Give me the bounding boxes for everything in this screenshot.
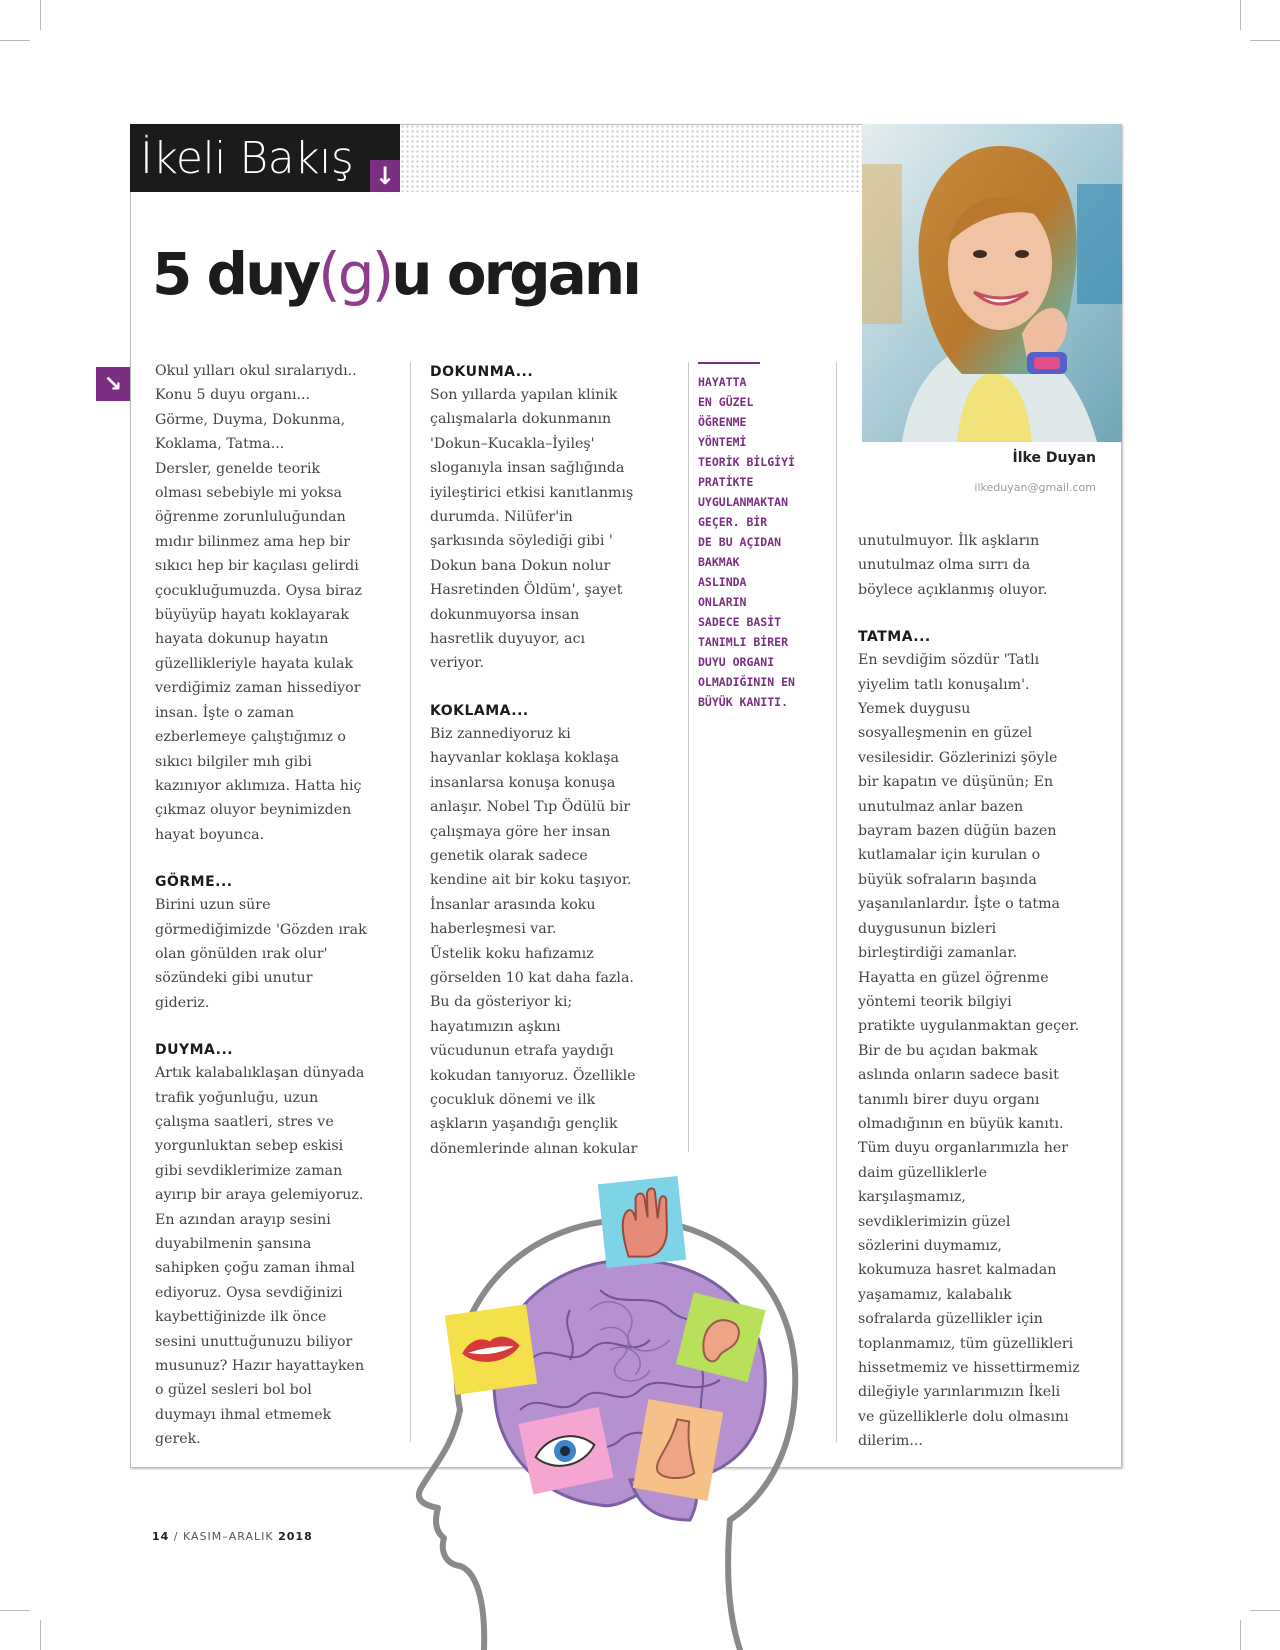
column-divider	[688, 362, 689, 1152]
title-highlight: (g)	[318, 240, 392, 308]
page-number: 14	[152, 1530, 170, 1543]
dot-pattern	[400, 124, 862, 192]
page-title	[152, 240, 639, 308]
heading-duyma: DUYMA...	[155, 1042, 234, 1059]
heading-koklama: KOKLAMA...	[430, 702, 529, 719]
crop-mark	[40, 1620, 41, 1650]
quote-accent-bar	[698, 362, 760, 364]
crop-mark	[1240, 1620, 1241, 1650]
crop-mark	[0, 40, 30, 41]
arrow-down-right-icon: ↘	[96, 367, 130, 401]
crop-mark	[0, 1610, 30, 1611]
koklama-continued: unutulmuyor. İlk aşkların unutulmaz olma sırrı da böylece açıklanmış oluyor.	[858, 533, 1048, 598]
tatma-text: En sevdiğim sözdür 'Tatlı yiyelim tatlı konuşalım'. Yemek duygusu sosyalleşmenin en güzel vesilesidir. Gözlerinizi şöyle bir kapatın ve düşünün; En unutulmaz anlar bazen bayram bazen düğün bazen kutlamalar için kurulan o büyük sofraların başında yaşanılanlardır. İşte o tatma duygusunun bizleri birleştirdiği zamanlar. Hayatta en güzel öğrenme yöntemi teorik bilgiyi pratikte uygulanmaktan geçer. Bir de bu açıdan bakmak aslında onların sadece basit tanımlı birer duyu organı olmadığının en büyük kanıtı. Tüm duyu organlarımızla her daim güzelliklerle karşılaşmamız, sevdiklerimizin güzel sözlerini duymamız, kokumuza hasret kalmadan yaşamamız, kalabalık sofralarda güzellikler için toplanmamız, tüm güzellikleri hissetmemiz ve hissettirmemiz dileğiyle yarınlarımızın İkeli ve güzelliklerle dolu olmasını dilerim...	[858, 652, 1080, 1450]
dokunma-text: Son yıllarda yapılan klinik çalışmalarla dokunmanın 'Dokun–Kucakla–İyileş' sloganıyla insan sağlığında iyileştirici etkisi kanıtlanmış durumda. Nilüfer'in şarkısında söylediği gibi ' Dokun bana Dokun nolur Hasretinden Öldüm', şayet dokunmuyorsa insan hasretlik duyuyor, acı veriyor.	[430, 387, 634, 672]
author-name: İlke Duyan	[1012, 450, 1096, 466]
intro-text: Okul yılları okul sıralarıydı.. Konu 5 duyu organı... Görme, Duyma, Dokunma, Koklama, Tatma... Dersler, genelde teorik olması sebebiyle mi yoksa öğrenme zorunluluğundan mıdır bilinmez ama hep bir sıkıcı hep bir kaçılası gelirdi çocukluğumuzda. Oysa biraz büyüyüp hayatı koklayarak hayata dokunup hayatın güzellikleriyle hayata kulak verdiğimiz zaman hissediyor insan. İşte o zaman ezberlemeye çalıştığımız o sıkıcı bilgiler mıh gibi kazınıyor aklımıza. Hatta hiç çıkmaz oluyor beynimizden hayat boyunca.	[155, 363, 362, 843]
heading-tatma: TATMA...	[858, 629, 931, 646]
crop-mark	[1250, 40, 1280, 41]
author-email: ilkeduyan@gmail.com	[974, 481, 1096, 494]
title-part2: u organı	[391, 240, 640, 308]
page-footer: 14 / KASIM–ARALIK 2018	[152, 1530, 313, 1543]
section-label	[130, 124, 400, 192]
column-divider	[836, 362, 837, 1442]
crop-mark	[1250, 1610, 1280, 1611]
article-column-1	[155, 359, 405, 1452]
title-part1: 5 duy	[152, 240, 319, 308]
crop-mark	[1240, 0, 1241, 30]
article-column-2	[430, 361, 680, 1161]
heading-gorme: GÖRME...	[155, 874, 233, 891]
issue-month: KASIM–ARALIK	[183, 1530, 274, 1543]
brain-illustration	[400, 1160, 820, 1650]
author-portrait	[862, 124, 1122, 442]
koklama-text: Biz zannediyoruz ki hayvanlar koklaşa koklaşa insanlarsa konuşa konuşa anlaşır. Nobel Tıp Ödülü bir çalışmaya göre her insan genetik olarak sadece kendine ait bir koku taşıyor. İnsanlar arasında koku haberleşmesi var. Üstelik koku hafızamız görselden 10 kat daha fazla. Bu da gösteriyor ki; hayatımızın aşkını vücudunun etrafa yaydığı kokudan tanıyoruz. Özellikle çocukluk dönemi ve ilk aşkların yaşandığı gençlik dönemlerinde alınan kokular	[430, 725, 638, 1157]
gorme-text: Birini uzun süre görmediğimizde 'Gözden ırak olan gönülden ırak olur' sözündeki gibi unutur gideriz.	[155, 897, 367, 1011]
heading-dokunma: DOKUNMA...	[430, 364, 534, 380]
issue-year: 2018	[278, 1530, 313, 1543]
pull-quote: HAYATTA EN GÜZEL ÖĞRENME YÖNTEMİ TEORİK BİLGİYİ PRATİKTE UYGULANMAKTAN GEÇER. BİR DE BU AÇIDAN BAKMAK ASLINDA ONLARIN SADECE BASİT TANIMLI BİRER DUYU ORGANI OLMADIĞININ EN BÜYÜK KANITI.	[698, 375, 795, 709]
duyma-text: Artık kalabalıklaşan dünyada trafik yoğunluğu, uzun çalışma saatleri, stres ve yorgunluktan sebep eskisi gibi sevdiklerimize zaman ayırıp bir araya gelemiyoruz. En azından arayıp sesini duyabilmenin şansına sahipken çoğu zaman ihmal ediyoruz. Oysa sevdiğinizi kaybettiğinizde ilk önce sesini unuttuğunuzu biliyor musunuz? Hazır hayattayken o güzel sesleri bol bol duymayı ihmal etmemek gerek.	[155, 1065, 365, 1448]
section-label-text: İkeli Bakış	[140, 132, 354, 184]
author-photo	[862, 124, 1122, 442]
crop-mark	[40, 0, 41, 30]
arrow-down-icon: ↓	[370, 160, 400, 192]
article-column-4	[858, 529, 1108, 1454]
